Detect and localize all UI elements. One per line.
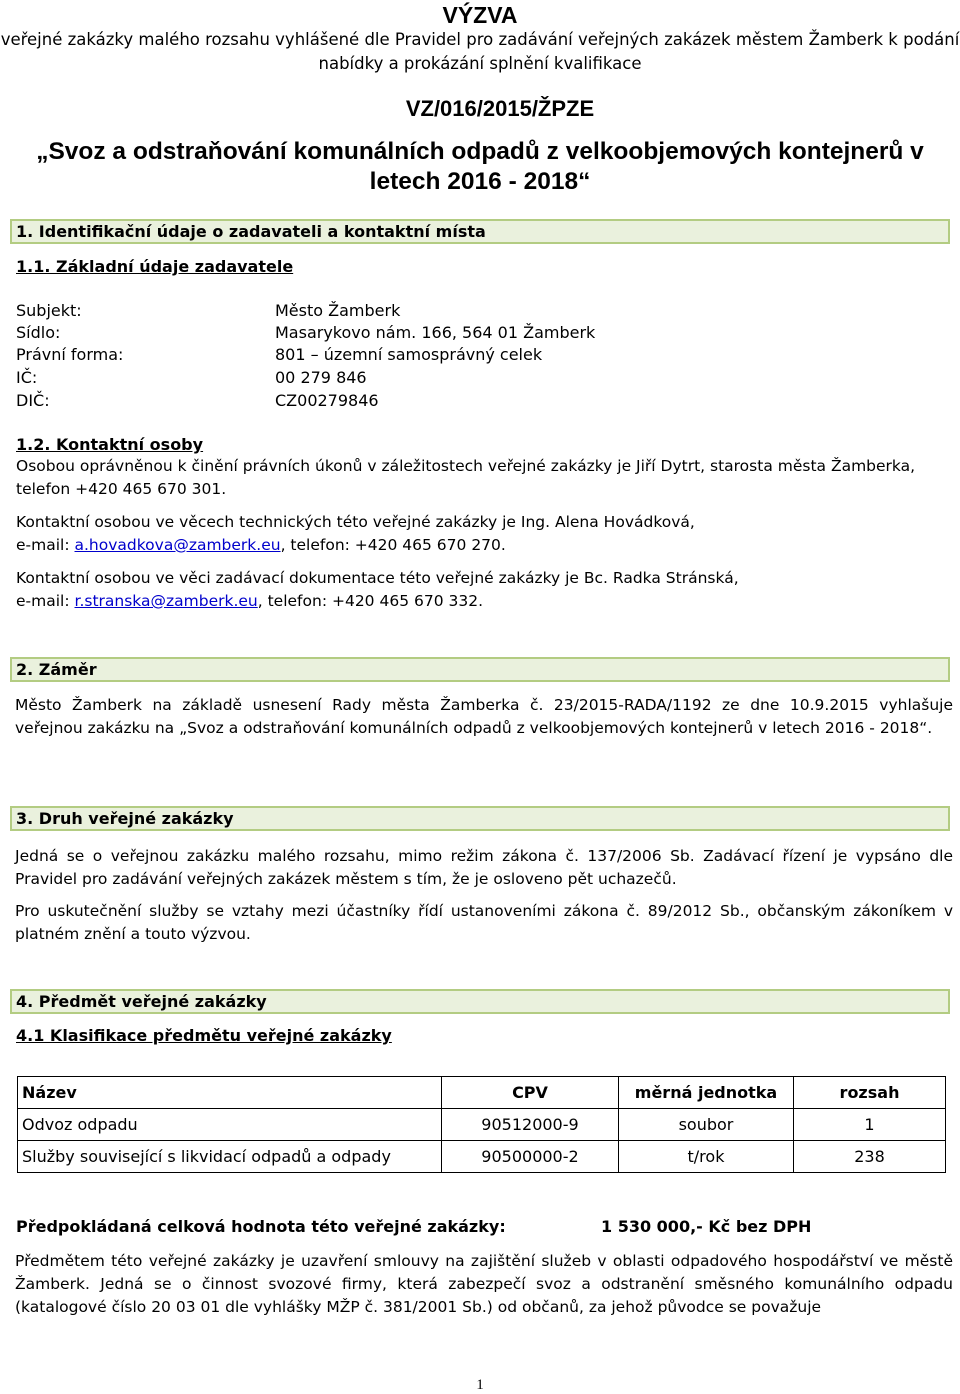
- contact2-phone: , telefon: +420 465 670 270.: [280, 536, 506, 554]
- table-header-jednotka: měrná jednotka: [619, 1077, 794, 1109]
- contact3-email-link[interactable]: r.stranska@zamberk.eu: [74, 592, 258, 610]
- contact1-line2: telefon +420 465 670 301.: [16, 480, 227, 498]
- contact1-line1: Osobou oprávněnou k činění právních úkonů v záležitostech veřejné zakázky je Jiří Dytrt, starosta města Žamberka,: [16, 457, 916, 475]
- table-cell-nazev: Odvoz odpadu: [18, 1109, 442, 1141]
- section4-heading: 4. Předmět veřejné zakázky: [10, 989, 950, 1014]
- contact2-email-prefix: e-mail:: [16, 536, 75, 554]
- contact2-line1: Kontaktní osobou ve věcech technických této veřejné zakázky je Ing. Alena Hovádková,: [16, 513, 695, 531]
- contact3-phone: , telefon: +420 465 670 332.: [257, 592, 484, 610]
- document-subtitle-line1: veřejné zakázky malého rozsahu vyhlášené dle Pravidel pro zadávání veřejných zakázek městem Žamberk k podání: [0, 30, 960, 49]
- field-value-dic: CZ00279846: [275, 391, 379, 410]
- table-cell-rozsah: 1: [794, 1109, 946, 1141]
- table-cell-jednotka: soubor: [619, 1109, 794, 1141]
- field-label-dic: DIČ:: [16, 391, 50, 410]
- field-label-ic: IČ:: [16, 368, 38, 387]
- field-label-sidlo: Sídlo:: [16, 323, 61, 342]
- section4-para: Předmětem této veřejné zakázky je uzavření smlouvy na zajištění služeb v oblasti odpadového hospodářství ve městě Žamberk. Jedná se o činnost svozové firmy, která zabezpečí svoz a odstranění směsného komunálního odpadu (katalogové číslo 20 03 01 dle vyhlášky MŽP č. 381/2001 Sb.) od občanů, za jehož původce se považuje: [15, 1252, 953, 1316]
- contact3-line2: [16, 590, 483, 613]
- field-value-subjekt: Město Žamberk: [275, 301, 401, 320]
- field-value-sidlo: Masarykovo nám. 166, 564 01 Žamberk: [275, 323, 596, 342]
- table-cell-nazev: Služby související s likvidací odpadů a odpady: [18, 1141, 442, 1173]
- field-value-pravni-forma: 801 – územní samosprávný celek: [275, 345, 543, 364]
- contract-name-line1: „Svoz a odstraňování komunálních odpadů z velkoobjemových kontejnerů v: [36, 138, 924, 165]
- section1-heading: 1. Identifikační údaje o zadavateli a kontaktní místa: [10, 219, 950, 244]
- table-cell-cpv: 90512000-9: [442, 1109, 619, 1141]
- section1-2-heading: 1.2. Kontaktní osoby: [16, 435, 204, 454]
- table-row: [18, 1109, 946, 1141]
- contract-name-line2: letech 2016 - 2018“: [369, 168, 591, 195]
- page-number: 1: [476, 1377, 484, 1393]
- table-cell-rozsah: 238: [794, 1141, 946, 1173]
- table-header-rozsah: rozsah: [794, 1077, 946, 1109]
- contact2-email-link[interactable]: a.hovadkova@zamberk.eu: [74, 536, 281, 554]
- contract-code: VZ/016/2015/ŽPZE: [405, 96, 595, 121]
- section3-heading: 3. Druh veřejné zakázky: [10, 806, 950, 831]
- table-row: [18, 1141, 946, 1173]
- section4-1-heading: 4.1 Klasifikace předmětu veřejné zakázky: [16, 1026, 392, 1045]
- contact2-line2: [16, 534, 506, 557]
- estimated-value-label: Předpokládaná celková hodnota této veřejné zakázky:: [16, 1217, 506, 1236]
- field-value-ic: 00 279 846: [275, 368, 367, 387]
- table-cell-jednotka: t/rok: [619, 1141, 794, 1173]
- table-cell-cpv: 90500000-2: [442, 1141, 619, 1173]
- section1-1-heading: 1.1. Základní údaje zadavatele: [16, 257, 294, 276]
- estimated-value-amount: 1 530 000,- Kč bez DPH: [601, 1217, 812, 1236]
- section2-text: Město Žamberk na základě usnesení Rady města Žamberka č. 23/2015-RADA/1192 ze dne 10.9.2015 vyhlašuje veřejnou zakázku na „Svoz a odstraňování komunálních odpadů z velkoobjemových kontejnerů v letech 2016 - 2018“.: [15, 696, 953, 737]
- section2-heading: 2. Záměr: [10, 657, 950, 682]
- section3-para1: Jedná se o veřejnou zakázku malého rozsahu, mimo režim zákona č. 137/2006 Sb. Zadávací řízení je vypsáno dle Pravidel pro zadávání veřejných zakázek městem s tím, že je osloveno pět uchazečů.: [15, 847, 953, 888]
- section3-para2: Pro uskutečnění služby se vztahy mezi účastníky řídí ustanoveními zákona č. 89/2012 Sb., občanským zákoníkem v platném znění a touto výzvou.: [15, 902, 953, 943]
- document-subtitle-line2: nabídky a prokázání splnění kvalifikace: [318, 54, 642, 73]
- classification-table: [17, 1076, 946, 1173]
- contact3-line1: Kontaktní osobou ve věci zadávací dokumentace této veřejné zakázky je Bc. Radka Stránská,: [16, 569, 739, 587]
- field-label-pravni-forma: Právní forma:: [16, 345, 124, 364]
- table-header-cpv: CPV: [442, 1077, 619, 1109]
- contact3-email-prefix: e-mail:: [16, 592, 75, 610]
- document-title: VÝZVA: [442, 2, 518, 28]
- table-header-row: [18, 1077, 946, 1109]
- table-header-nazev: Název: [18, 1077, 442, 1109]
- field-label-subjekt: Subjekt:: [16, 301, 82, 320]
